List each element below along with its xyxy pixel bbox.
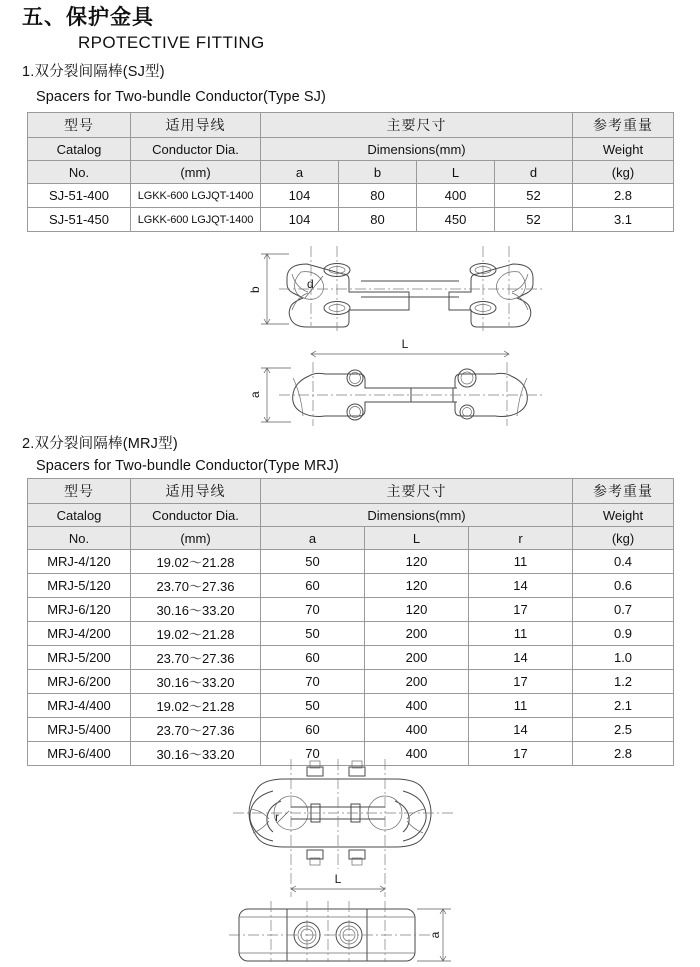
- cell-a: 60: [261, 574, 365, 598]
- cell-conductor: 30.16〜33.20: [131, 598, 261, 622]
- cell-r: 11: [469, 694, 573, 718]
- cell-a: 70: [261, 670, 365, 694]
- dim-label-b: b: [248, 286, 262, 293]
- th-dim-r: r: [469, 527, 573, 550]
- cell-conductor: 30.16〜33.20: [131, 742, 261, 766]
- table-row: [28, 574, 674, 598]
- table-row: [28, 718, 674, 742]
- cell-l: 120: [365, 550, 469, 574]
- cell-d: 52: [495, 184, 573, 208]
- cell-b: 80: [339, 208, 417, 232]
- cell-weight: 2.1: [573, 694, 674, 718]
- th-dim-l: L: [417, 161, 495, 184]
- cell-r: 14: [469, 718, 573, 742]
- cell-a: 50: [261, 550, 365, 574]
- cell-l: 200: [365, 646, 469, 670]
- th-catalog-unit: No.: [28, 527, 131, 550]
- th-dim-a: a: [261, 527, 365, 550]
- cell-b: 80: [339, 184, 417, 208]
- cell-a: 70: [261, 598, 365, 622]
- cell-l: 120: [365, 598, 469, 622]
- cell-conductor: 19.02〜21.28: [131, 622, 261, 646]
- th-catalog-en: Catalog: [28, 138, 131, 161]
- th-conductor-cn: 适用导线: [131, 479, 261, 504]
- cell-l: 200: [365, 670, 469, 694]
- cell-l: 120: [365, 574, 469, 598]
- th-weight-cn: 参考重量: [573, 113, 674, 138]
- th-dimensions-en: Dimensions(mm): [261, 504, 573, 527]
- cell-weight: 2.8: [573, 742, 674, 766]
- table-row: [28, 622, 674, 646]
- cell-conductor: 23.70〜27.36: [131, 646, 261, 670]
- th-dim-b: b: [339, 161, 417, 184]
- drawing-mrj-spacer: [225, 757, 515, 962]
- cell-l: 400: [417, 184, 495, 208]
- cell-r: 11: [469, 622, 573, 646]
- cell-catalog: SJ-51-450: [28, 208, 131, 232]
- spec-table-mrj: [27, 478, 674, 766]
- cell-a: 60: [261, 646, 365, 670]
- cell-r: 14: [469, 646, 573, 670]
- th-dimensions-en: Dimensions(mm): [261, 138, 573, 161]
- cell-l: 200: [365, 622, 469, 646]
- table-row: [28, 694, 674, 718]
- cell-weight: 2.5: [573, 718, 674, 742]
- cell-weight: 0.9: [573, 622, 674, 646]
- th-conductor-unit: (mm): [131, 527, 261, 550]
- cell-catalog: MRJ-4/120: [28, 550, 131, 574]
- section-2-title-cn: 2.双分裂间隔棒(MRJ型): [22, 436, 178, 452]
- cell-a: 70: [261, 742, 365, 766]
- cell-r: 17: [469, 670, 573, 694]
- section-1-title-en: Spacers for Two-bundle Conductor(Type SJ): [36, 89, 326, 105]
- th-catalog-en: Catalog: [28, 504, 131, 527]
- cell-a: 50: [261, 622, 365, 646]
- cell-weight: 0.4: [573, 550, 674, 574]
- cell-catalog: MRJ-4/400: [28, 694, 131, 718]
- th-catalog-unit: No.: [28, 161, 131, 184]
- cell-d: 52: [495, 208, 573, 232]
- cell-catalog: MRJ-5/400: [28, 718, 131, 742]
- th-conductor-cn: 适用导线: [131, 113, 261, 138]
- spec-table-sj: [27, 112, 674, 232]
- th-conductor-en: Conductor Dia.: [131, 504, 261, 527]
- dim-label-d: d: [307, 277, 314, 291]
- table-row: [28, 550, 674, 574]
- table-row: [28, 670, 674, 694]
- dim-label-r: r: [275, 810, 279, 824]
- page-title: 五、保护金具: [22, 4, 154, 29]
- th-dim-a: a: [261, 161, 339, 184]
- cell-catalog: MRJ-5/120: [28, 574, 131, 598]
- th-conductor-unit: (mm): [131, 161, 261, 184]
- cell-a: 104: [261, 184, 339, 208]
- page-subtitle: RPOTECTIVE FITTING: [78, 33, 265, 52]
- cell-l: 400: [365, 742, 469, 766]
- th-dim-d: d: [495, 161, 573, 184]
- cell-conductor: 23.70〜27.36: [131, 718, 261, 742]
- dim-label-a: a: [428, 931, 442, 939]
- cell-catalog: SJ-51-400: [28, 184, 131, 208]
- table-row: [28, 184, 674, 208]
- cell-weight: 3.1: [573, 208, 674, 232]
- th-dimensions-cn: 主要尺寸: [261, 113, 573, 138]
- cell-weight: 2.8: [573, 184, 674, 208]
- cell-l: 400: [365, 718, 469, 742]
- th-dimensions-cn: 主要尺寸: [261, 479, 573, 504]
- cell-a: 50: [261, 694, 365, 718]
- th-weight-unit: (kg): [573, 161, 674, 184]
- th-weight-unit: (kg): [573, 527, 674, 550]
- cell-a: 60: [261, 718, 365, 742]
- table-row: [28, 646, 674, 670]
- th-conductor-en: Conductor Dia.: [131, 138, 261, 161]
- cell-conductor: 19.02〜21.28: [131, 694, 261, 718]
- cell-catalog: MRJ-5/200: [28, 646, 131, 670]
- th-weight-en: Weight: [573, 504, 674, 527]
- th-catalog-cn: 型号: [28, 479, 131, 504]
- cell-conductor: 19.02〜21.28: [131, 550, 261, 574]
- cell-catalog: MRJ-6/200: [28, 670, 131, 694]
- dim-label-L: L: [334, 872, 342, 886]
- th-catalog-cn: 型号: [28, 113, 131, 138]
- cell-conductor: 30.16〜33.20: [131, 670, 261, 694]
- cell-conductor: LGKK-600 LGJQT-1400: [131, 208, 261, 232]
- drawing-sj-spacer: [245, 226, 575, 426]
- cell-catalog: MRJ-6/400: [28, 742, 131, 766]
- cell-catalog: MRJ-4/200: [28, 622, 131, 646]
- dim-label-a: a: [248, 391, 262, 398]
- table-row: [28, 598, 674, 622]
- cell-weight: 1.2: [573, 670, 674, 694]
- cell-a: 104: [261, 208, 339, 232]
- cell-conductor: LGKK-600 LGJQT-1400: [131, 184, 261, 208]
- cell-weight: 0.7: [573, 598, 674, 622]
- section-2-title-en: Spacers for Two-bundle Conductor(Type MRJ): [36, 458, 339, 474]
- cell-catalog: MRJ-6/120: [28, 598, 131, 622]
- section-1-title-cn: 1.双分裂间隔棒(SJ型): [22, 64, 165, 80]
- cell-r: 17: [469, 742, 573, 766]
- th-weight-cn: 参考重量: [573, 479, 674, 504]
- cell-l: 400: [365, 694, 469, 718]
- th-weight-en: Weight: [573, 138, 674, 161]
- cell-conductor: 23.70〜27.36: [131, 574, 261, 598]
- cell-r: 11: [469, 550, 573, 574]
- th-dim-l: L: [365, 527, 469, 550]
- cell-r: 17: [469, 598, 573, 622]
- cell-weight: 0.6: [573, 574, 674, 598]
- cell-l: 450: [417, 208, 495, 232]
- dim-label-L: L: [401, 337, 409, 351]
- cell-r: 14: [469, 574, 573, 598]
- cell-weight: 1.0: [573, 646, 674, 670]
